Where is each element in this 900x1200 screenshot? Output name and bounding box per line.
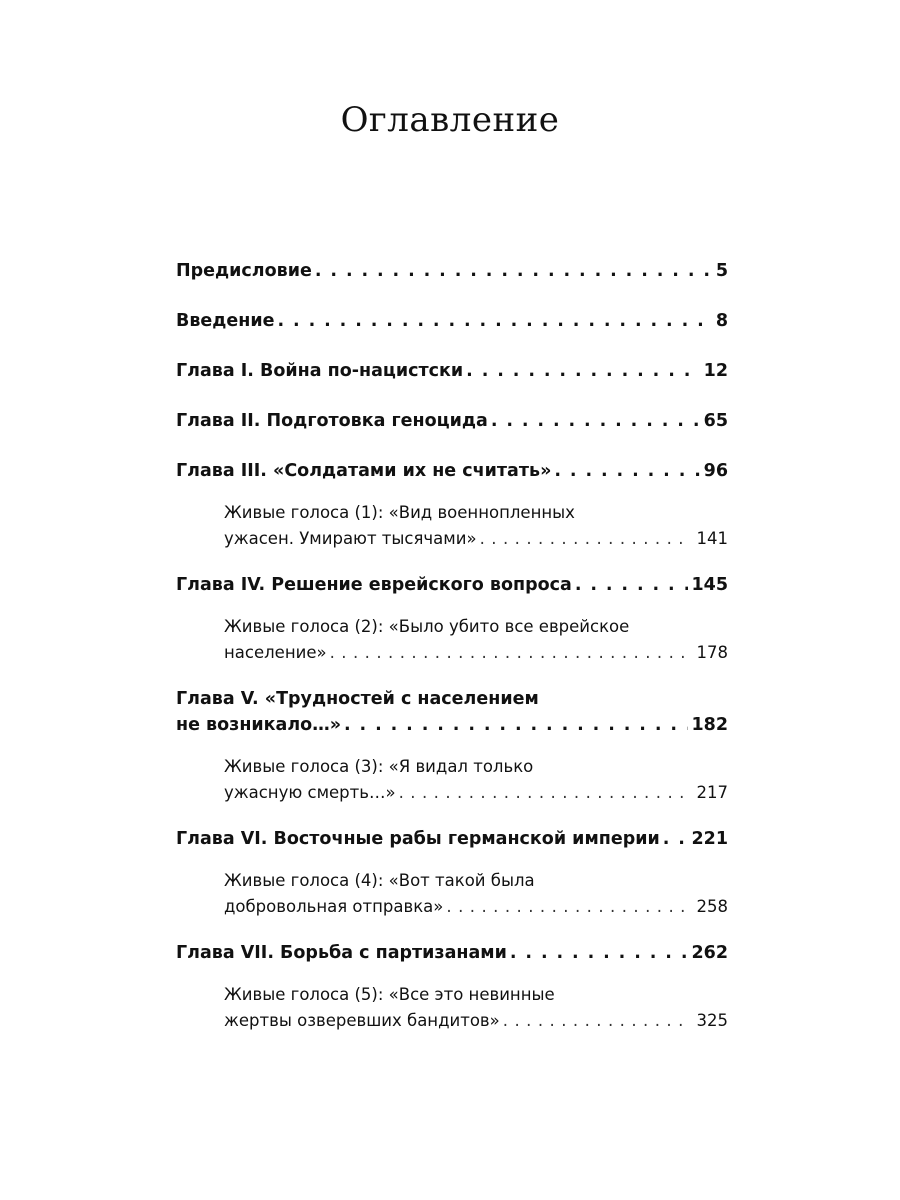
toc-entry-label-line2: добровольная отправка»	[224, 897, 444, 916]
toc-entry-chapter-6[interactable]	[176, 826, 728, 852]
toc-entry-label: Введение	[176, 311, 275, 331]
dot-leader	[278, 308, 713, 334]
toc-entry-label-line1: Живые голоса (5): «Все это невинные	[224, 985, 555, 1004]
dot-leader	[575, 572, 689, 598]
toc-page-number: 65	[703, 411, 728, 431]
toc-entry-chapter-2[interactable]	[176, 408, 728, 434]
toc-entry-label-line2: жертвы озверевших бандитов»	[224, 1011, 500, 1030]
toc-page-number: 8	[715, 311, 728, 331]
toc-page-number: 5	[715, 261, 728, 281]
toc-entry-label: Глава VI. Восточные рабы германской империи	[176, 829, 660, 849]
toc-page-number: 145	[691, 575, 728, 595]
toc-entry-label: Глава IV. Решение еврейского вопроса	[176, 575, 572, 595]
toc-entry-chapter-4[interactable]	[176, 572, 728, 598]
toc-entry-label-line1: Глава V. «Трудностей с населением	[176, 689, 539, 709]
toc-entry-chapter-7[interactable]	[176, 940, 728, 966]
dot-leader	[554, 458, 700, 484]
toc-entry-chapter-5[interactable]	[176, 686, 728, 738]
toc-page-number: 258	[696, 897, 728, 916]
toc-page-number: 221	[691, 829, 728, 849]
toc-entry-label: Глава VII. Борьба с партизанами	[176, 943, 507, 963]
toc-page-number: 178	[696, 643, 728, 662]
dot-leader	[399, 780, 688, 806]
dot-leader	[663, 826, 689, 852]
dot-leader	[503, 1008, 688, 1034]
toc-entry-label: Глава II. Подготовка геноцида	[176, 411, 488, 431]
toc-entry-label-line2: ужасен. Умирают тысячами»	[224, 529, 477, 548]
toc-entry-label: Предисловие	[176, 261, 312, 281]
toc-entry-label-line1: Живые голоса (4): «Вот такой была	[224, 871, 535, 890]
dot-leader	[466, 358, 700, 384]
toc-entry-label: Глава I. Война по-нацистски	[176, 361, 464, 381]
toc-subentry-voices-5[interactable]	[176, 982, 728, 1034]
toc-entry-label-line2: ужасную смерть…»	[224, 783, 396, 802]
toc-entry-label-line1: Живые голоса (3): «Я видал только	[224, 757, 534, 776]
toc-entry-chapter-3[interactable]	[176, 458, 728, 484]
toc-entry-introduction[interactable]	[176, 308, 728, 334]
toc-entry-label-line1: Живые голоса (2): «Было убито все еврейское	[224, 617, 630, 636]
dot-leader	[446, 894, 687, 920]
toc-subentry-voices-2[interactable]	[176, 614, 728, 666]
toc-page-number: 325	[696, 1011, 728, 1030]
toc-page-number: 182	[691, 715, 728, 735]
toc-subentry-voices-4[interactable]	[176, 868, 728, 920]
dot-leader	[330, 640, 688, 666]
toc-entry-preface[interactable]	[176, 258, 728, 284]
table-of-contents	[176, 258, 728, 1054]
toc-page-number: 96	[703, 461, 728, 481]
dot-leader	[510, 940, 689, 966]
dot-leader	[315, 258, 713, 284]
toc-page-number: 141	[696, 529, 728, 548]
toc-entry-label-line2: не возникало…»	[176, 715, 342, 735]
dot-leader	[491, 408, 701, 434]
toc-entry-label-line2: население»	[224, 643, 327, 662]
dot-leader	[480, 526, 688, 552]
dot-leader	[344, 712, 688, 738]
page-title: Оглавление	[340, 100, 560, 140]
toc-subentry-voices-1[interactable]	[176, 500, 728, 552]
toc-subentry-voices-3[interactable]	[176, 754, 728, 806]
toc-page-number: 217	[696, 783, 728, 802]
toc-page-number: 12	[703, 361, 728, 381]
toc-entry-label: Глава III. «Солдатами их не считать»	[176, 461, 552, 481]
toc-entry-chapter-1[interactable]	[176, 358, 728, 384]
toc-entry-label-line1: Живые голоса (1): «Вид военнопленных	[224, 503, 575, 522]
toc-page-number: 262	[691, 943, 728, 963]
